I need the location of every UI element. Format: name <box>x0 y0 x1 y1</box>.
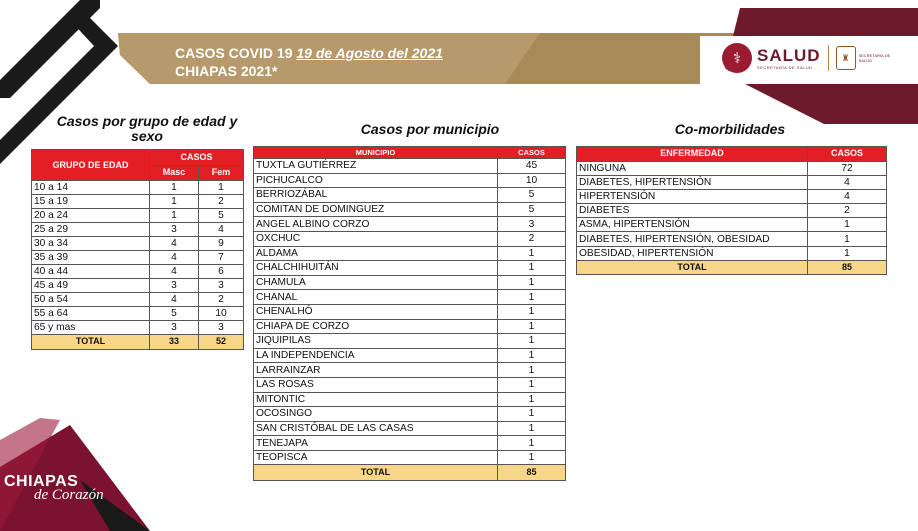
comorbidity-row <box>577 189 887 203</box>
municipio-row <box>254 246 566 261</box>
age-row-masc: 4 <box>150 293 199 307</box>
age-row-fem: 3 <box>199 321 244 335</box>
municipio-row <box>254 363 566 378</box>
age-header-fem: Fem <box>199 165 244 181</box>
age-row <box>32 279 244 293</box>
comorbidity-row <box>577 161 887 175</box>
age-row-fem: 1 <box>199 181 244 195</box>
municipio-row-name: CHENALHÓ <box>254 304 498 319</box>
age-row-masc: 3 <box>150 223 199 237</box>
municipio-row-name: TUXTLA GUTIÉRREZ <box>254 159 498 174</box>
age-header-group: GRUPO DE EDAD <box>32 150 150 181</box>
age-row-group: 10 a 14 <box>32 181 150 195</box>
age-row-group: 25 a 29 <box>32 223 150 237</box>
salud-subtitle: SECRETARÍA DE SALUD <box>757 64 813 70</box>
municipio-row <box>254 334 566 349</box>
municipio-row <box>254 348 566 363</box>
municipio-row <box>254 290 566 305</box>
age-row <box>32 265 244 279</box>
age-total-fem: 52 <box>199 335 244 350</box>
municipio-row-cases: 5 <box>498 202 566 217</box>
age-row-masc: 4 <box>150 251 199 265</box>
chiapas-tagline: de Corazón <box>34 487 104 503</box>
comorbidity-row-cases: 2 <box>808 204 887 218</box>
age-row-masc: 1 <box>150 195 199 209</box>
com-header-casos: CASOS <box>808 147 887 162</box>
age-row-group: 40 a 44 <box>32 265 150 279</box>
age-row <box>32 307 244 321</box>
comorbidity-row-cases: 1 <box>808 246 887 260</box>
municipio-row <box>254 436 566 451</box>
mun-total-cases: 85 <box>498 465 566 481</box>
comorbidity-row <box>577 175 887 189</box>
age-row-fem: 4 <box>199 223 244 237</box>
comorbidities-table <box>576 146 887 275</box>
age-row-fem: 10 <box>199 307 244 321</box>
age-row <box>32 195 244 209</box>
comorbidity-row-cases: 1 <box>808 232 887 246</box>
municipio-row-name: CHIAPA DE CORZO <box>254 319 498 334</box>
municipio-row <box>254 377 566 392</box>
chiapas-word: CHIAPAS <box>4 473 79 490</box>
municipio-row-cases: 1 <box>498 290 566 305</box>
age-row-masc: 4 <box>150 265 199 279</box>
municipio-row <box>254 202 566 217</box>
salud-logo <box>722 40 902 76</box>
municipio-row <box>254 159 566 174</box>
age-row <box>32 293 244 307</box>
mun-header-municipio: MUNICIPIO <box>254 147 498 159</box>
municipio-row-name: JIQUIPILAS <box>254 334 498 349</box>
age-row-group: 15 a 19 <box>32 195 150 209</box>
comorbidity-row <box>577 204 887 218</box>
municipio-row <box>254 407 566 422</box>
title-date: 19 de Agosto del 2021 <box>296 45 443 61</box>
municipio-row <box>254 217 566 232</box>
age-table <box>31 149 244 350</box>
age-row-fem: 6 <box>199 265 244 279</box>
age-row-group: 45 a 49 <box>32 279 150 293</box>
municipio-table <box>253 146 566 481</box>
age-row-masc: 5 <box>150 307 199 321</box>
municipio-row-cases: 1 <box>498 261 566 276</box>
municipio-row-cases: 5 <box>498 188 566 203</box>
com-total-label: TOTAL <box>577 260 808 275</box>
comorbidity-row-name: OBESIDAD, HIPERTENSIÓN <box>577 246 808 260</box>
municipio-row-name: CHALCHIHUITÁN <box>254 261 498 276</box>
age-total-masc: 33 <box>150 335 199 350</box>
salud-word: SALUD <box>757 45 821 65</box>
municipio-row-cases: 2 <box>498 231 566 246</box>
municipio-row-name: LA INDEPENDENCIA <box>254 348 498 363</box>
age-row-group: 65 y mas <box>32 321 150 335</box>
mun-header-casos: CASOS <box>498 147 566 159</box>
municipio-row <box>254 275 566 290</box>
municipio-row-name: CHANAL <box>254 290 498 305</box>
municipio-row-name: BERRIOZÁBAL <box>254 188 498 203</box>
title-line2: CHIAPAS 2021* <box>175 63 278 79</box>
municipio-row-name: OCOSINGO <box>254 407 498 422</box>
municipio-row-name: COMITAN DE DOMINGUEZ <box>254 202 498 217</box>
age-row-fem: 2 <box>199 293 244 307</box>
age-row-group: 20 a 24 <box>32 209 150 223</box>
comorbidity-row-name: DIABETES, HIPERTENSIÓN, OBESIDAD <box>577 232 808 246</box>
com-total-cases: 85 <box>808 260 887 275</box>
municipio-row-cases: 1 <box>498 377 566 392</box>
age-row <box>32 209 244 223</box>
municipio-row-cases: 1 <box>498 436 566 451</box>
age-row-fem: 2 <box>199 195 244 209</box>
age-row-fem: 7 <box>199 251 244 265</box>
age-row-fem: 3 <box>199 279 244 293</box>
age-row-masc: 4 <box>150 237 199 251</box>
coat-of-arms-icon: ♜ <box>836 46 856 70</box>
comorbidities-table-title: Co-morbilidades <box>674 121 786 137</box>
municipio-row-name: LAS ROSAS <box>254 377 498 392</box>
municipio-row-name: TENEJAPA <box>254 436 498 451</box>
municipio-row <box>254 319 566 334</box>
municipio-row-cases: 45 <box>498 159 566 174</box>
age-row-fem: 5 <box>199 209 244 223</box>
municipio-row-cases: 1 <box>498 392 566 407</box>
age-row-masc: 3 <box>150 321 199 335</box>
municipio-row-cases: 1 <box>498 246 566 261</box>
age-total-row <box>32 335 244 350</box>
age-row-group: 50 a 54 <box>32 293 150 307</box>
municipio-row-cases: 1 <box>498 334 566 349</box>
municipio-row <box>254 392 566 407</box>
age-header-cases: CASOS <box>150 150 244 166</box>
municipio-row-cases: 1 <box>498 319 566 334</box>
municipio-row <box>254 421 566 436</box>
municipio-row-name: ANGEL ALBINO CORZO <box>254 217 498 232</box>
municipio-row-name: OXCHUC <box>254 231 498 246</box>
municipio-row-cases: 1 <box>498 421 566 436</box>
mun-total-label: TOTAL <box>254 465 498 481</box>
municipio-row-cases: 1 <box>498 275 566 290</box>
age-row <box>32 237 244 251</box>
age-row <box>32 321 244 335</box>
age-row <box>32 181 244 195</box>
comorbidity-row-cases: 72 <box>808 161 887 175</box>
logo-divider <box>828 45 829 71</box>
comorbidity-row-name: ASMA, HIPERTENSIÓN <box>577 218 808 232</box>
municipio-row-name: SAN CRISTÓBAL DE LAS CASAS <box>254 421 498 436</box>
comorbidity-row <box>577 232 887 246</box>
comorbidity-row-name: NINGUNA <box>577 161 808 175</box>
municipio-row-name: PICHUCALCO <box>254 173 498 188</box>
municipio-row-name: MITONTIC <box>254 392 498 407</box>
municipio-row <box>254 304 566 319</box>
salud-emblem-icon: ⚕ <box>722 43 752 73</box>
chiapas-logo <box>4 473 104 504</box>
com-header-enfermedad: ENFERMEDAD <box>577 147 808 162</box>
municipio-row <box>254 261 566 276</box>
comorbidity-row <box>577 246 887 260</box>
municipio-row-cases: 1 <box>498 450 566 465</box>
comorbidity-row-cases: 4 <box>808 175 887 189</box>
age-header-masc: Masc <box>150 165 199 181</box>
comorbidity-row-name: DIABETES, HIPERTENSIÓN <box>577 175 808 189</box>
municipio-row-name: LARRAINZAR <box>254 363 498 378</box>
municipio-row-name: TEOPISCA <box>254 450 498 465</box>
age-row-masc: 1 <box>150 209 199 223</box>
municipio-row <box>254 231 566 246</box>
age-row-group: 55 a 64 <box>32 307 150 321</box>
com-total-row <box>577 260 887 275</box>
comorbidity-row <box>577 218 887 232</box>
age-row-group: 30 a 34 <box>32 237 150 251</box>
age-row <box>32 223 244 237</box>
municipio-row-cases: 1 <box>498 407 566 422</box>
age-row-fem: 9 <box>199 237 244 251</box>
age-row-group: 35 a 39 <box>32 251 150 265</box>
municipio-table-title: Casos por municipio <box>360 121 500 137</box>
municipio-row-name: ALDAMA <box>254 246 498 261</box>
municipio-row-cases: 1 <box>498 304 566 319</box>
age-total-label: TOTAL <box>32 335 150 350</box>
mun-total-row <box>254 465 566 481</box>
title-line1: CASOS COVID 19 <box>175 45 293 61</box>
comorbidity-row-cases: 4 <box>808 189 887 203</box>
municipio-row <box>254 450 566 465</box>
age-row-masc: 1 <box>150 181 199 195</box>
age-table-title: Casos por grupo de edad y sexo <box>56 113 238 144</box>
comorbidity-row-cases: 1 <box>808 218 887 232</box>
municipio-row-cases: 1 <box>498 348 566 363</box>
age-row-masc: 3 <box>150 279 199 293</box>
municipio-row-cases: 1 <box>498 363 566 378</box>
municipio-row-name: CHAMULA <box>254 275 498 290</box>
comorbidity-row-name: DIABETES <box>577 204 808 218</box>
comorbidity-row-name: HIPERTENSIÓN <box>577 189 808 203</box>
age-row <box>32 251 244 265</box>
report-title <box>175 44 443 80</box>
secretaria-text: SECRETARÍA DE SALUD <box>858 53 891 63</box>
municipio-row-cases: 3 <box>498 217 566 232</box>
municipio-row <box>254 173 566 188</box>
municipio-row-cases: 10 <box>498 173 566 188</box>
municipio-row <box>254 188 566 203</box>
